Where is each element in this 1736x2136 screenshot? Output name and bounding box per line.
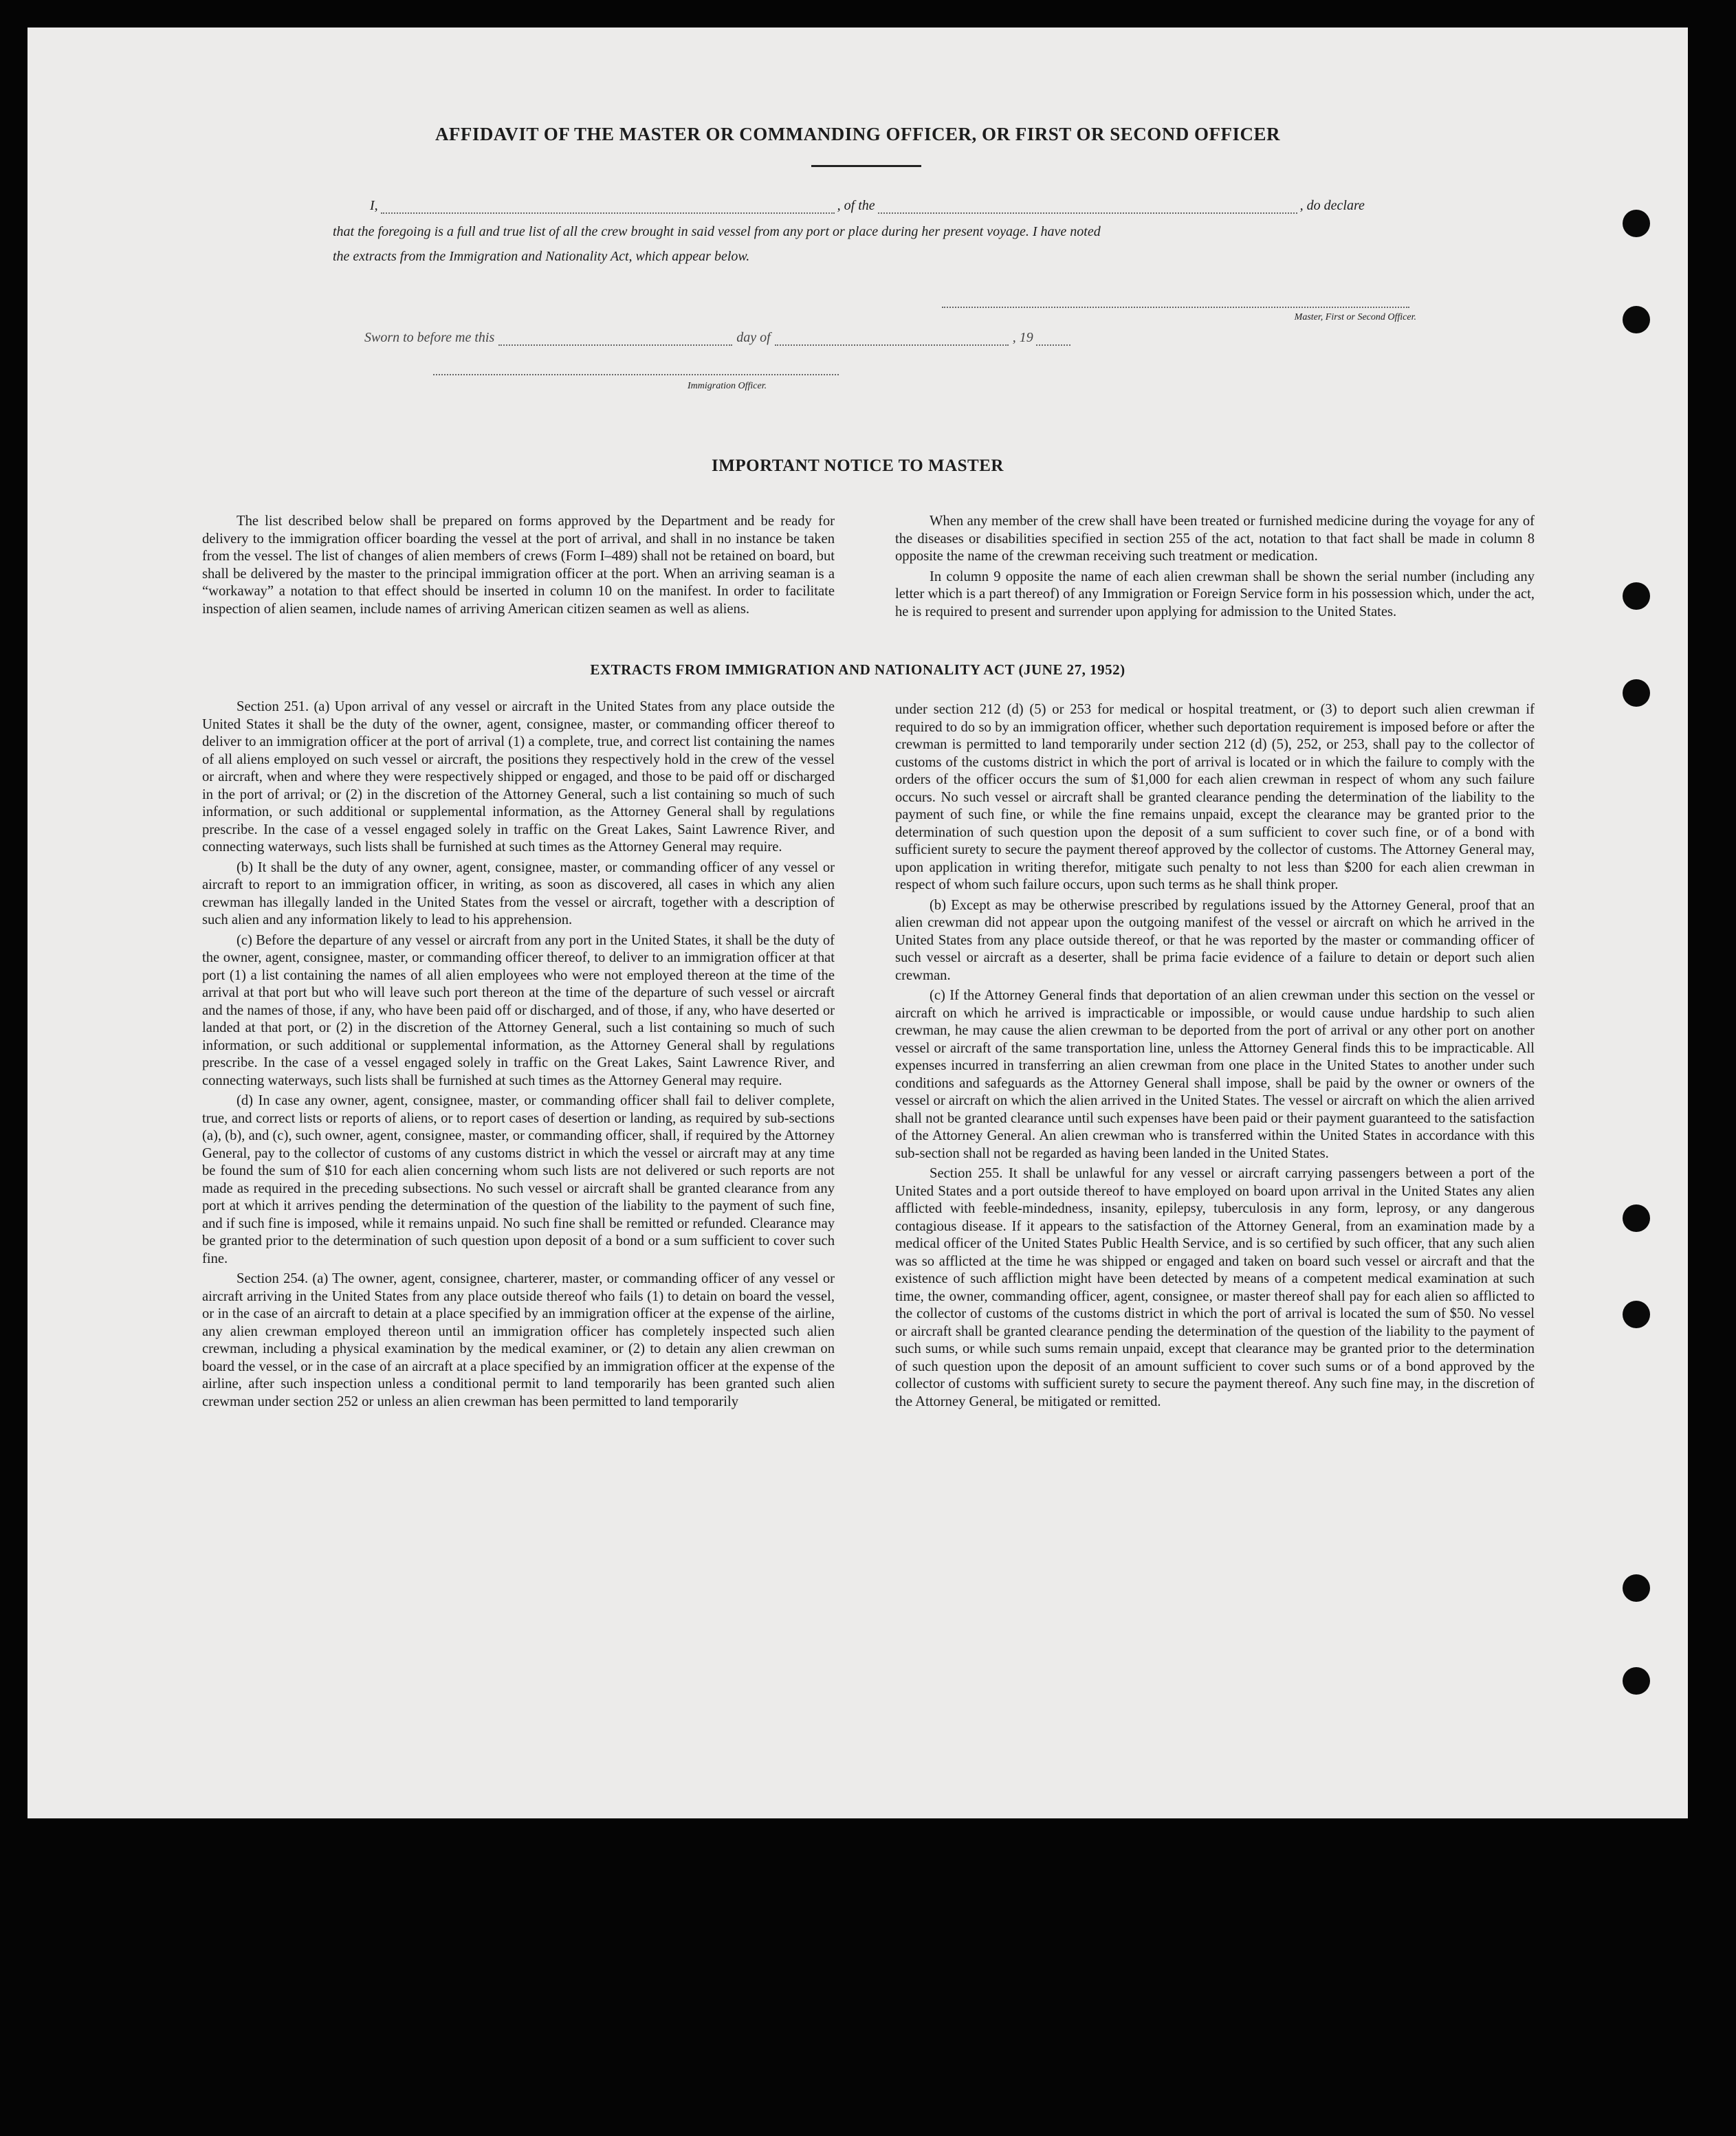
punch-hole <box>1623 679 1650 707</box>
sworn-label: Sworn to before me this <box>364 330 495 345</box>
do-declare-label: , do declare <box>1299 198 1365 213</box>
notice-right-paragraph-2: In column 9 opposite the name of each alien crewman shall be shown the serial number (including any letter which is a part thereof) of any Immigration or Foreign Service form in his possession which, under the act, he is required to present and surrender upon applying for admission to the United States. <box>895 569 1535 619</box>
affidavit-line-1 <box>370 198 1429 214</box>
punch-hole <box>1623 1204 1650 1232</box>
master-signature-line[interactable] <box>942 302 1409 308</box>
punch-hole <box>1623 1667 1650 1695</box>
section-255: Section 255. It shall be unlawful for any vessel or aircraft carrying passengers between a port of the United States and a port outside thereof to have employed on board upon arrival in the United States any alien afflicted with feeble-mindedness, insanity, epilepsy, tuberculosis in any form, leprosy, or any dangerous contagious disease. If it appears to the satisfaction of the Attorney General, from an examination made by a medical officer of the United States Public Health Service, and is so certified by such officer, that any such alien was so afflicted at the time he was shipped or engaged and taken on board such vessel or aircraft and that the existence of such affliction might have been detected by means of a competent medical examination at such time, the owner, commanding officer, agent, consignee, or master thereof shall pay for each alien so afflicted to the collector of customs of the customs district in which the port of arrival is located the sum of $50. No vessel or aircraft shall be granted clearance pending the determination of the question of the liability to the payment of such sums, or while such sums remain unpaid, except that clearance may be granted prior to the determination of such question upon the deposit of an amount sufficient to cover such sums or of a bond approved by the collector of customs with sufficient surety to secure the payment thereof. Any such fine may, in the discretion of the Attorney General, be mitigated or remitted. <box>895 1166 1535 1409</box>
section-254-a: Section 254. (a) The owner, agent, consignee, charterer, master, or commanding officer of any vessel or aircraft arriving in the United States from any place outside thereof who fails (1) to detain on board the vessel, or in the case of an aircraft to detain at a place specified by an immigration officer at the expense of the airline, any alien crewman employed thereon until an immigration officer has completely inspected such alien crewman, including a physical examination by the medical examiner, or (2) to detain any alien crewman on board the vessel, or in the case of an aircraft at a place specified by an immigration officer at the expense of the airline, after such inspection unless a conditional permit to land temporarily has been granted such alien crewman under section 252 or unless an alien crewman has been permitted to land temporarily <box>202 1271 835 1409</box>
title-rule <box>811 165 921 167</box>
day-of-label: day of <box>736 330 771 345</box>
extracts-title: EXTRACTS FROM IMMIGRATION AND NATIONALITY ACT (JUNE 27, 1952) <box>590 661 1125 678</box>
affidavit-line-2: that the foregoing is a full and true list of all the crew brought in said vessel from any port or place during her present voyage. I have noted <box>333 224 1101 239</box>
affidavit-title: AFFIDAVIT OF THE MASTER OR COMMANDING OFFICER, OR FIRST OR SECOND OFFICER <box>435 124 1281 144</box>
of-the-label: , of the <box>837 198 875 213</box>
affidavit-line-3: the extracts from the Immigration and Nationality Act, which appear below. <box>333 249 750 264</box>
sworn-line <box>364 330 1189 346</box>
year-label: , 19 <box>1012 330 1033 345</box>
notice-title: IMPORTANT NOTICE TO MASTER <box>712 456 1004 475</box>
section-251-b: (b) It shall be the duty of any owner, agent, consignee, master, or commanding officer of any vessel or aircraft to report to an immigration officer, in writing, as soon as discovered, all cases in which any alien crewman has illegally landed in the United States from the vessel or aircraft, together with a description of such alien and any information likely to lead to his apprehension. <box>202 859 835 927</box>
notice-left-paragraph: The list described below shall be prepared on forms approved by the Department and be ready for delivery to the immigration officer boarding the vessel at the port of arrival, and shall in no instance be taken from the vessel. The list of changes of alien members of crews (Form I–489) shall not be retained on board, but shall be delivered by the master to the principal immigration officer at the port. When an arriving seaman is a “workaway” a notation to that effect should be inserted in column 10 on the manifest. In order to facilitate inspection of alien seamen, include names of arriving American citizen seamen as well as aliens. <box>202 514 835 617</box>
sworn-month-field[interactable] <box>775 333 1009 346</box>
punch-hole <box>1623 306 1650 333</box>
master-signature-caption: Master, First or Second Officer. <box>1294 312 1416 322</box>
section-254-a-continued: under section 212 (d) (5) or 253 for medical or hospital treatment, or (3) to deport such alien crewman if required to do so by an immigration officer, whether such deportation requirement is imposed before or after the crewman is permitted to land temporarily under section 212 (d) (5), 252, or 253, shall pay to the collector of customs of the customs district in which the port of arrival is located or in which the failure to comply with the orders of the officer occurs the sum of $1,000 for each alien crewman in respect of whom any such failure occurs. No such vessel or aircraft shall be granted clearance pending the determination of the liability to the payment of such fine, or while the fine remains unpaid, except the clearance may be granted prior to the determination of such question upon the deposit of a sum sufficient to cover such fine, or of a bond with sufficient surety to secure the payment thereof approved by the collector of customs. The Attorney General may, upon application in writing therefor, mitigate such penalty to not less than $200 for each alien crewman in respect of whom such failure occurs, upon such terms as he shall think proper. <box>895 702 1535 892</box>
punch-hole <box>1623 1301 1650 1328</box>
vessel-field[interactable] <box>878 201 1297 214</box>
extracts-left-column <box>202 698 835 1647</box>
punch-hole <box>1623 582 1650 610</box>
section-254-b: (b) Except as may be otherwise prescribed by regulations issued by the Attorney General, proof that an alien crewman did not appear upon the outgoing manifest of the vessel or aircraft on which he arrived in the United States from any place outside thereof, or that he was reported by the master or commanding officer of such vessel or aircraft as a deserter, shall be prima facie evidence of a failure to detain or deport such alien crewman. <box>895 897 1535 983</box>
extracts-right-column <box>895 701 1535 1650</box>
pre-i-label: I, <box>370 198 378 213</box>
punch-hole <box>1623 1574 1650 1602</box>
section-254-c: (c) If the Attorney General finds that deportation of an alien crewman under this section on the vessel or aircraft on which he arrived is impracticable or impossible, or would cause undue hardship to such alien crewman, he may cause the alien crewman to be deported from the port of arrival or any other port on another vessel or aircraft of the same transportation line, unless the Attorney General finds this to be impracticable. All expenses incurred in transferring an alien crewman from one place in the United States to another under such conditions and safeguards as the Attorney General shall impose, shall be paid by the owner or owners of the vessel or aircraft on which the alien arrived in the United States. The vessel or aircraft on which the alien arrived shall not be granted clearance until such expenses have been paid or their payment guaranteed to the satisfaction of the Attorney General. An alien crewman who is transferred within the United States in accordance with this sub-section shall not be regarded as having been landed in the United States. <box>895 988 1535 1161</box>
section-251-a: Section 251. (a) Upon arrival of any vessel or aircraft in the United States from any place outside the United States it shall be the duty of the owner, agent, consignee, master, or commanding officer thereof to deliver to an immigration officer at the port of arrival (1) a complete, true, and correct list containing the names of all aliens employed on such vessel or aircraft, the positions they respectively hold in the crew of the vessel or aircraft, when and where they were respectively shipped or engaged, and those to be paid off or discharged in the port of arrival; or (2) in the discretion of the Attorney General, such a list containing so much of such information, or such additional or supplemental information, as the Attorney General shall by regulations prescribe. In the case of a vessel engaged solely in traffic on the Great Lakes, Saint Lawrence River, and connecting waterways, such lists shall be furnished at such times as the Attorney General may require. <box>202 699 835 855</box>
sworn-year-field[interactable] <box>1036 333 1070 346</box>
notice-left-column <box>202 513 835 657</box>
notice-right-paragraph-1: When any member of the crew shall have been treated or furnished medicine during the voyage for any of the diseases or disabilities specified in section 255 of the act, notation to that fact shall be made in column 8 opposite the name of the crewman receiving such treatment or medication. <box>895 514 1535 564</box>
section-251-d: (d) In case any owner, agent, consignee, master, or commanding officer shall fail to deliver complete, true, and correct lists or reports of aliens, or to report cases of desertion or landing, as required by sub-sections (a), (b), and (c), such owner, agent, consignee, master, or commanding officer, shall, if required by the Attorney General, pay to the collector of customs of any customs district in which the vessel or aircraft may at any time be found the sum of $10 for each alien concerning whom such lists are not delivered or such reports are not made as required in the preceding subsections. No such vessel or aircraft shall be granted clearance from any port at which it arrives pending the determination of the question of the liability to the payment of such fine, and if such fine is imposed, while it remains unpaid. No such fine shall be remitted or refunded. Clearance may be granted prior to the determination of such question upon deposit of a bond or a sum sufficient to cover such fine. <box>202 1093 835 1266</box>
document-page <box>28 27 1688 1818</box>
officer-signature-caption: Immigration Officer. <box>688 381 767 391</box>
name-field[interactable] <box>381 201 835 214</box>
sworn-day-field[interactable] <box>498 333 732 346</box>
notice-right-column <box>895 513 1535 685</box>
section-251-c: (c) Before the departure of any vessel or aircraft from any port in the United States, it shall be the duty of the owner, agent, consignee, master, or commanding officer thereof, to deliver to an immigration officer at that port (1) a list containing the names of all alien employees who were not employed thereon at the time of the arrival at that port but who will leave such port thereon at the time of the departure of such vessel or aircraft and the names of those, if any, who have been paid off or discharged, and of those, if any, who have deserted or landed at that port, or (2) in the discretion of the Attorney General, such a list containing so much of such information, or such additional or supplemental information, as the Attorney General shall by regulations prescribe. In the case of a vessel engaged solely in traffic on the Great Lakes, Saint Lawrence River, and connecting waterways, such lists shall be furnished at such times as the Attorney General may require. <box>202 932 835 1088</box>
officer-signature-line[interactable] <box>433 370 839 375</box>
punch-hole <box>1623 210 1650 237</box>
